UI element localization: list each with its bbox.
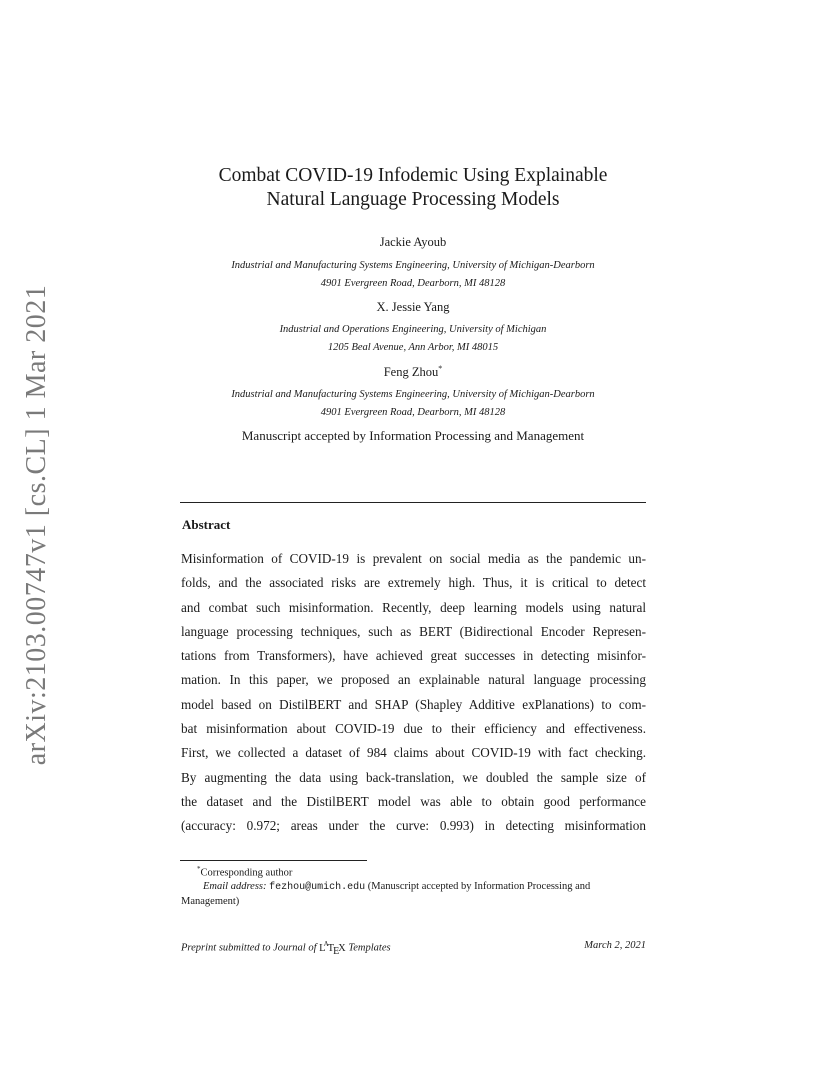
abstract-line: First, we collected a dataset of 984 claims about COVID-19 with fact checking.	[181, 745, 646, 761]
title-line-1: Combat COVID-19 Infodemic Using Explainable	[218, 165, 608, 186]
author-affiliation-3	[180, 386, 646, 422]
author-name-1: Jackie Ayoub	[379, 235, 447, 249]
abstract-heading: Abstract	[182, 517, 231, 532]
abstract-line: (accuracy: 0.972; areas under the curve: 0.993) in detecting misinformation	[181, 818, 646, 834]
author-affiliation-2	[180, 321, 646, 357]
author-name-2: X. Jessie Yang	[376, 300, 450, 314]
abstract-line: folds, and the associated risks are extremely high. Thus, it is critical to detect	[181, 575, 646, 591]
abstract-line: tations from Transformers), have achieved great successes in detecting misinfor-	[181, 648, 646, 664]
author-name: Feng Zhou	[383, 365, 439, 380]
affiliation-line: Industrial and Operations Engineering, University of Michigan	[279, 324, 547, 335]
email-note-continuation: Management)	[181, 895, 240, 907]
preprint-note	[181, 940, 391, 957]
footnote-rule	[180, 860, 367, 861]
abstract-line: By augmenting the data using back-translation, we doubled the sample size of	[181, 769, 646, 785]
submission-date: March 2, 2021	[584, 940, 646, 951]
abstract-line: the dataset and the DistilBERT model was able to obtain good performance	[181, 793, 646, 809]
footnote	[181, 863, 647, 908]
affiliation-line: Industrial and Manufacturing Systems Engineering, University of Michigan-Dearborn	[231, 389, 595, 400]
email-address: fezhou@umich.edu	[269, 882, 366, 893]
abstract-line: bat misinformation about COVID-19 due to their efficiency and effectiveness.	[181, 721, 646, 737]
abstract-line: model based on DistilBERT and SHAP (Shapley Additive exPlanations) to com-	[181, 696, 646, 712]
corresponding-author-label: Corresponding author	[200, 867, 293, 879]
abstract-line: and combat such misinformation. Recently, deep learning models using natural	[181, 599, 646, 615]
corresponding-author-note	[181, 863, 647, 880]
affiliation-line: Industrial and Manufacturing Systems Engineering, University of Michigan-Dearborn	[231, 260, 595, 271]
preprint-prefix: Preprint submitted to Journal of	[181, 942, 320, 954]
abstract-top-rule	[180, 502, 646, 503]
abstract-line: language processing techniques, such as BERT (Bidirectional Encoder Represen-	[181, 623, 646, 639]
address-line: 4901 Evergreen Road, Dearborn, MI 48128	[320, 278, 506, 289]
manuscript-note: Manuscript accepted by Information Processing and Management	[241, 428, 585, 443]
abstract-body	[181, 547, 646, 839]
author-name-3	[180, 364, 646, 380]
paper-title	[180, 164, 646, 212]
latex-logo: $L^AT_EX$	[319, 940, 346, 957]
title-line-2: Natural Language Processing Models	[266, 189, 560, 210]
footnote-marker: *	[197, 865, 201, 873]
address-line: 1205 Beal Avenue, Ann Arbor, MI 48015	[327, 342, 499, 353]
email-line	[181, 880, 647, 895]
preprint-suffix: Templates	[345, 942, 391, 954]
corresponding-marker: *	[438, 364, 443, 373]
email-note: (Manuscript accepted by Information Processing and	[367, 881, 591, 892]
email-label: Email address:	[203, 881, 267, 892]
page-footer	[181, 940, 646, 957]
abstract-line: mation. In this paper, we proposed an explainable natural language processing	[181, 672, 646, 688]
abstract-line: Misinformation of COVID-19 is prevalent on social media as the pandemic un-	[181, 551, 646, 566]
address-line: 4901 Evergreen Road, Dearborn, MI 48128	[320, 407, 506, 418]
author-affiliation-1	[180, 257, 646, 293]
arxiv-identifier-stamp: arXiv:2103.00747v1 [cs.CL] 1 Mar 2021	[21, 284, 52, 766]
